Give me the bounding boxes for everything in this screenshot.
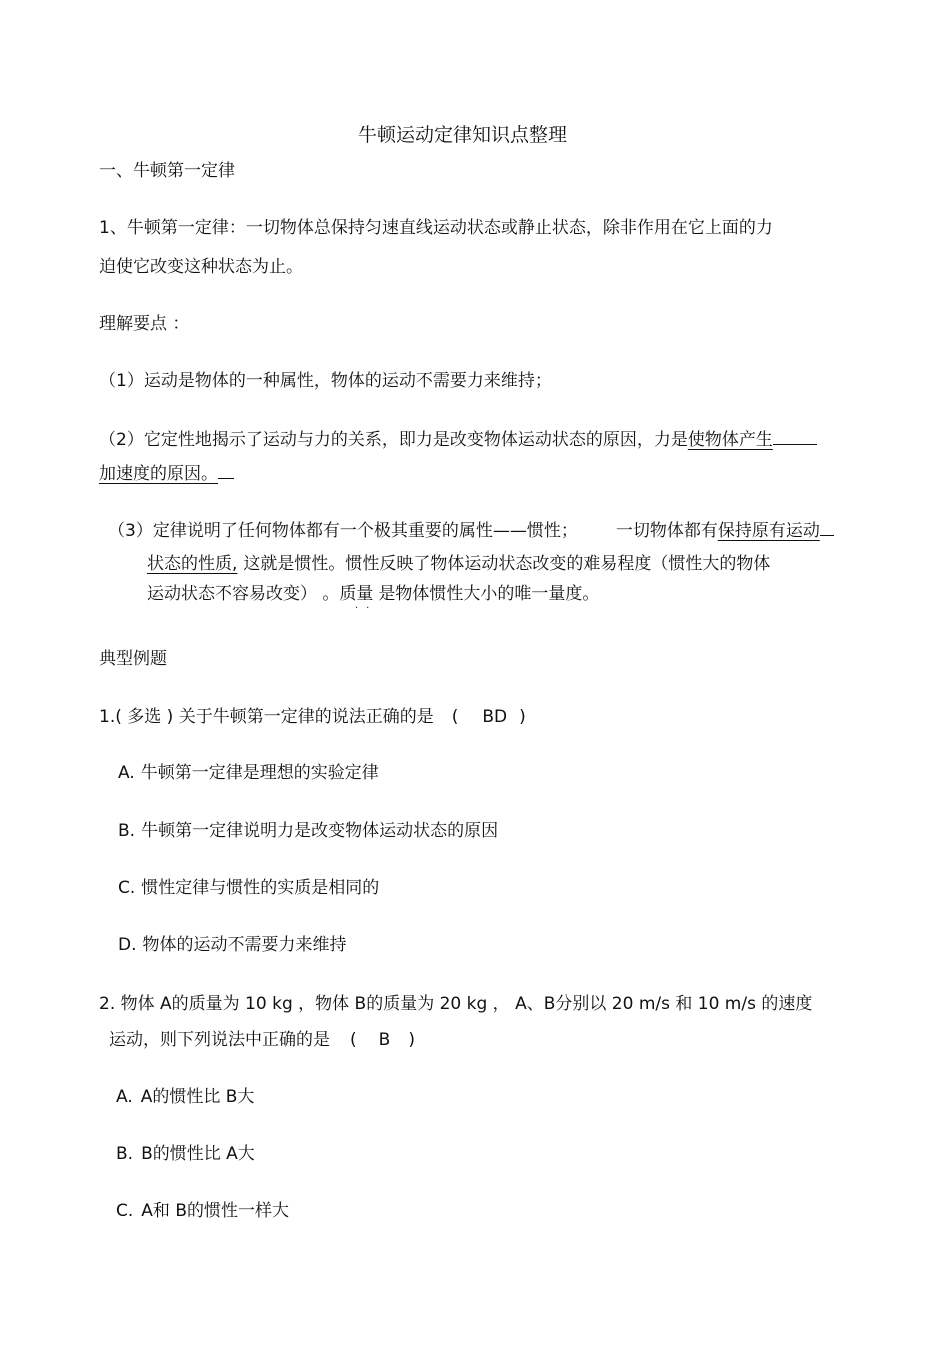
law-text-line-2: 迫使它改变这种状态为止。	[99, 257, 303, 277]
point-3-underlined-continuation: 状态的性质,	[147, 554, 238, 574]
underline-blank	[218, 462, 234, 479]
option-text: 牛顿第一定律说明力是改变物体运动状态的原因	[141, 821, 499, 841]
point-2-line-1	[99, 428, 817, 451]
underline-blank	[773, 428, 817, 445]
question-1-option-a	[118, 762, 379, 784]
points-heading: 理解要点 ：	[99, 314, 190, 334]
law-text-line-1: 1、牛顿第一定律：一切物体总保持匀速直线运动状态或静止状态，除非作用在它上面的力	[99, 218, 773, 238]
question-2-stem: 运动，则下列说法中正确的是	[109, 1030, 330, 1050]
point-3-line-3	[147, 583, 599, 605]
point-3-text-e: 这就是惯性。惯性反映了物体运动状态改变的难易程度（惯性大的物体	[243, 554, 771, 574]
emphasis-dots: ··	[355, 603, 378, 614]
answer-paren-close: )	[408, 1030, 415, 1050]
option-label: C.	[116, 1201, 134, 1221]
point-2-line-2	[99, 462, 234, 485]
question-2-option-c	[116, 1200, 289, 1222]
option-label: A.	[118, 763, 135, 783]
question-2-answer: B	[378, 1030, 391, 1050]
question-1-answer: BD	[482, 707, 508, 727]
point-2-text: （2）它定性地揭示了运动与力的关系，即力是改变物体运动状态的原因，力是	[99, 430, 688, 450]
question-1-option-d	[118, 934, 347, 956]
option-label: A.	[116, 1087, 133, 1107]
point-3-text-b: 一切物体都有	[615, 521, 718, 541]
option-text: A的惯性比 B大	[140, 1087, 255, 1107]
point-3-text-h: 是物体惯性大小的唯一量度。	[378, 584, 600, 604]
question-1	[99, 706, 526, 728]
point-3-line-2	[147, 553, 770, 575]
option-text: B的惯性比 A大	[141, 1144, 255, 1164]
point-2-underlined-text: 使物体产生	[687, 430, 773, 450]
point-2-underlined-continuation: 加速度的原因。	[99, 464, 218, 484]
option-text: 惯性定律与惯性的实质是相同的	[141, 878, 380, 898]
page-title: 牛顿运动定律知识点整理	[358, 124, 568, 146]
option-text: 物体的运动不需要力来维持	[142, 935, 347, 955]
answer-paren-open: (	[350, 1030, 357, 1050]
examples-heading: 典型例题	[99, 649, 167, 669]
option-label: B.	[116, 1144, 134, 1164]
answer-paren-close: )	[519, 707, 526, 727]
question-2-option-a	[116, 1086, 254, 1108]
option-label: D.	[118, 935, 137, 955]
option-label: B.	[118, 821, 136, 841]
answer-paren-open: (	[451, 707, 459, 727]
question-1-option-c	[118, 877, 379, 899]
option-text: 牛顿第一定律是理想的实验定律	[140, 763, 379, 783]
question-2-option-b	[116, 1143, 255, 1165]
emphasis-mass: 质量	[339, 584, 374, 604]
section-heading: 一、牛顿第一定律	[99, 161, 235, 181]
question-2-line-2	[109, 1029, 415, 1051]
point-3-text-f: 运动状态不容易改变） 。	[147, 584, 340, 604]
point-3-text: （3）定律说明了任何物体都有一个极其重要的属性——惯性；	[108, 521, 578, 541]
underline-blank	[820, 519, 834, 536]
option-label: C.	[118, 878, 136, 898]
point-1: （1）运动是物体的一种属性，物体的运动不需要力来维持；	[99, 371, 552, 391]
point-3-underlined-text: 保持原有运动	[717, 521, 820, 541]
question-1-stem: 1.( 多选 ) 关于牛顿第一定律的说法正确的是	[99, 707, 434, 727]
question-1-option-b	[118, 820, 498, 842]
question-2-line-1: 2. 物体 A的质量为 10 kg ，物体 B的质量为 20 kg ， A、B分别以 20 m/s 和 10 m/s 的速度	[99, 994, 813, 1014]
point-3-line-1	[108, 519, 834, 542]
option-text: A和 B的惯性一样大	[141, 1201, 289, 1221]
